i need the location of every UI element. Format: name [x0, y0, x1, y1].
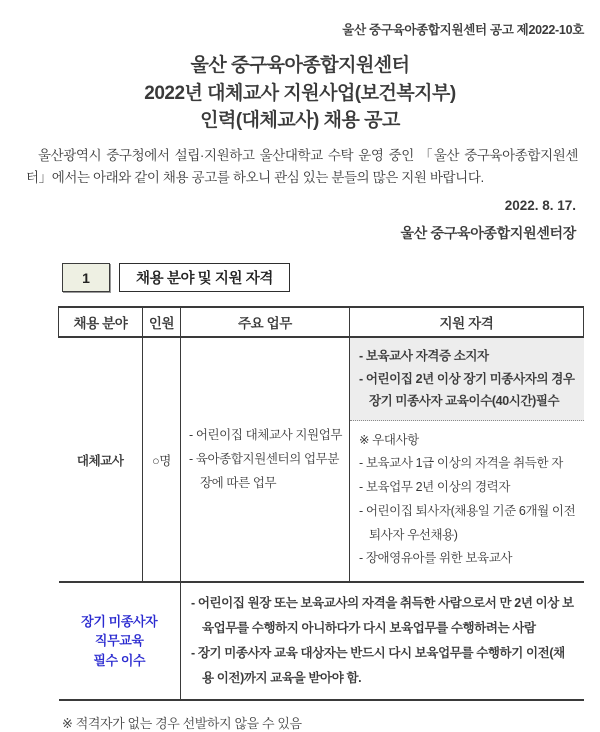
duty-item: - 어린이집 대체교사 지원업무 [189, 428, 343, 443]
signer-title: 울산 중구육아종합지원센터장 [400, 225, 576, 242]
table-row-long-term-education [59, 582, 584, 700]
announcement-date: 2022. 8. 17. [504, 198, 576, 214]
education-detail-item: - 장기 미종사자 교육 대상자는 반드시 다시 보육업무를 수행하기 이전(채용 이전)까지 교육을 받아야 함. [191, 646, 565, 686]
header-qualifications: 지원 자격 [350, 307, 584, 337]
recruitment-table [58, 306, 584, 701]
section-1-title-box: 채용 분야 및 지원 자격 [119, 263, 290, 292]
preferred-qualification-item: - 보육교사 1급 이상의 자격을 취득한 자 [359, 456, 563, 471]
field-cell: 대체교사 [59, 337, 143, 582]
section-1-heading [62, 263, 600, 292]
header-count: 인원 [143, 307, 181, 337]
label-line: 직무교육 [94, 633, 144, 649]
qualifications-cell [350, 337, 584, 582]
preferred-title: ※ 우대사항 [359, 432, 419, 447]
section-1-number-box: 1 [62, 263, 110, 292]
count-cell: ○명 [143, 337, 181, 582]
label-line: 필수 이수 [93, 652, 146, 668]
required-qualification-item: - 어린이집 2년 이상 장기 미종사자의 경우 장기 미종사자 교육이수(40시간)필수 [359, 371, 575, 409]
long-term-education-label [59, 582, 181, 700]
preferred-qualification-item: - 어린이집 퇴사자(채용일 기준 6개월 이전 퇴사자 우선채용) [359, 503, 576, 542]
header-field: 채용 분야 [59, 307, 143, 337]
header-duties: 주요 업무 [181, 307, 350, 337]
doc-number: 울산 중구육아종합지원센터 공고 제2022-10호 [342, 23, 584, 37]
education-detail-item: - 어린이집 원장 또는 보육교사의 자격을 취득한 사람으로서 만 2년 이상 보육업무를 수행하지 아니하다가 다시 보육업무를 수행하려는 사람 [191, 596, 574, 636]
page-title-line-1: 울산 중구육아종합지원센터 [190, 55, 410, 76]
required-qualifications-box [350, 338, 584, 421]
duties-cell [181, 337, 350, 582]
intro-paragraph: 울산광역시 중구청에서 설립·지원하고 울산대학교 수탁 운영 중인 「울산 중구육아종합지원센터」에서는 아래와 같이 채용 공고를 하오니 관심 있는 분들의 많은 지원 바랍니다. [26, 147, 578, 185]
page-title-line-2: 2022년 대체교사 지원사업(보건복지부) [144, 82, 456, 104]
label-line: 장기 미종사자 [81, 613, 158, 629]
title-block [0, 52, 600, 135]
duty-item: - 육아종합지원센터의 업무분장에 따른 업무 [189, 451, 340, 490]
required-qualification-item: - 보육교사 자격증 소지자 [359, 349, 489, 364]
long-term-education-details [181, 582, 584, 700]
table-row-substitute-teacher [59, 337, 584, 582]
preferred-qualification-item: - 보육업무 2년 이상의 경력자 [359, 480, 511, 495]
footnote: ※ 적격자가 없는 경우 선발하지 않을 수 있음 [62, 716, 302, 732]
preferred-qualifications-box [350, 421, 584, 582]
page-title-line-3: 인력(대체교사) 채용 공고 [200, 110, 400, 132]
preferred-qualification-item: - 장애영유아를 위한 보육교사 [359, 551, 513, 566]
table-header-row [59, 307, 584, 337]
